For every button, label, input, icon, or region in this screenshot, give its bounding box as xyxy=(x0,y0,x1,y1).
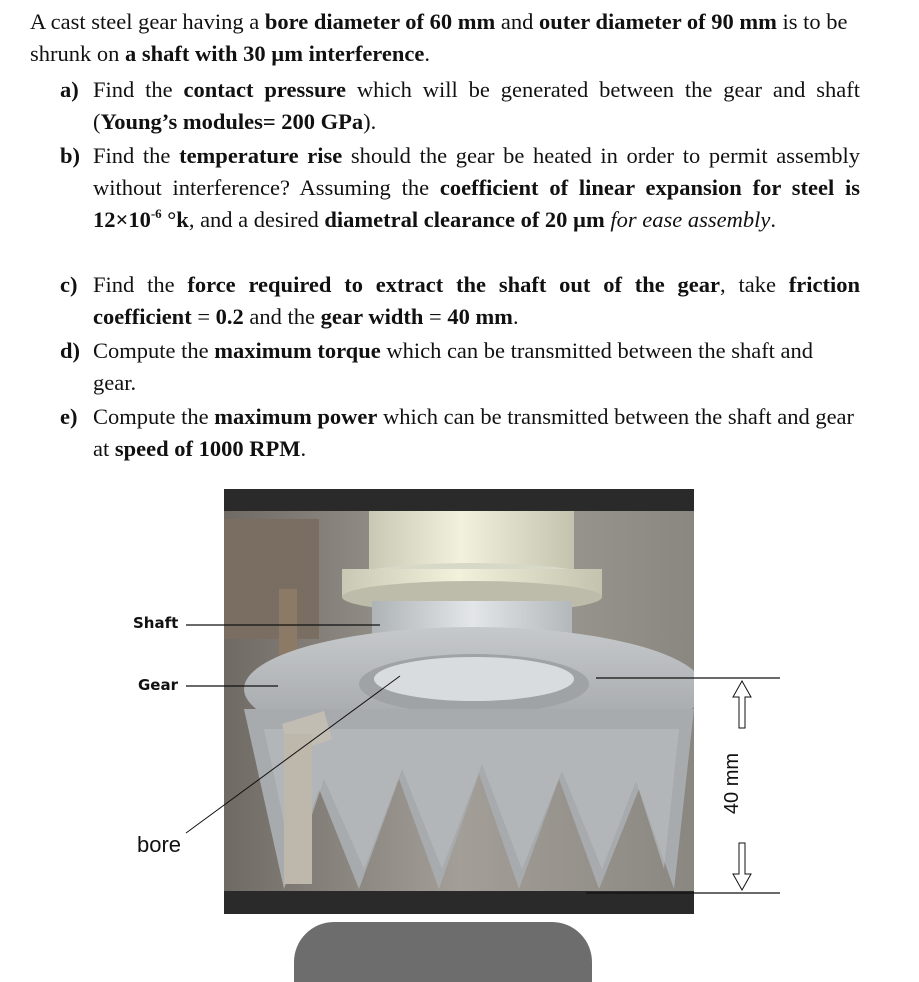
problem-intro xyxy=(30,6,860,70)
intro-text: and xyxy=(495,9,540,34)
gear-label: Gear xyxy=(138,676,179,694)
text-run: which can be transmitted between the shaft and gear. xyxy=(93,338,814,395)
bold-run: coefficient of linear expansion for steel is 12×10 xyxy=(93,175,860,232)
text-run: , take xyxy=(720,272,789,297)
text-run: should the gear be heated in order to permit assembly without interference? Assuming the xyxy=(93,143,860,200)
text-run: Find the xyxy=(93,272,188,297)
bold-run: maximum torque xyxy=(214,338,381,363)
question-letter: b) xyxy=(60,143,81,168)
intro-outer-diameter: outer diameter of 90 mm xyxy=(539,9,777,34)
bottom-overlay-pill xyxy=(294,922,592,982)
intro-text: . xyxy=(424,41,430,66)
text-run: Find the xyxy=(93,143,180,168)
question-b xyxy=(60,140,860,236)
bold-run: force required to extract the shaft out of the gear xyxy=(187,272,721,297)
bold-run: temperature rise xyxy=(179,143,343,168)
bore-label: bore xyxy=(137,832,182,857)
dimension-label: 40 mm xyxy=(721,752,744,815)
question-letter: c) xyxy=(60,272,78,297)
question-text xyxy=(93,74,860,138)
question-text xyxy=(93,401,860,465)
text-run: . xyxy=(300,436,307,461)
bold-run: gear width xyxy=(320,304,424,329)
bold-run: 0.2 xyxy=(215,304,244,329)
question-text xyxy=(93,335,860,399)
question-letter: d) xyxy=(60,338,81,363)
intro-bore-diameter: bore diameter of 60 mm xyxy=(264,9,496,34)
question-text xyxy=(93,140,860,236)
text-run: ). xyxy=(363,109,377,134)
bold-run: diametral clearance of 20 µm xyxy=(324,207,605,232)
intro-text: is to be shrunk on xyxy=(30,9,848,66)
bold-run: maximum power xyxy=(214,404,378,429)
dimension-arrow-down-icon xyxy=(733,843,751,890)
bold-run: 40 mm xyxy=(447,304,513,329)
italic-run: for ease assembly xyxy=(610,207,771,232)
intro-text: A cast steel gear having a xyxy=(30,9,265,34)
text-run: . xyxy=(512,304,519,329)
bold-run: friction coefficient xyxy=(93,272,860,329)
bold-run: °k xyxy=(161,207,189,232)
text-run: and the xyxy=(243,304,321,329)
shaft-label: Shaft xyxy=(133,614,179,632)
bold-run: speed of 1000 RPM xyxy=(114,436,301,461)
text-run: , and a desired xyxy=(188,207,325,232)
question-letter: e) xyxy=(60,404,78,429)
text-run: = xyxy=(191,304,216,329)
gear-shaft-photo xyxy=(224,489,694,914)
question-e xyxy=(60,401,860,465)
text-run: = xyxy=(423,304,448,329)
question-letter: a) xyxy=(60,77,79,102)
text-run: . xyxy=(770,207,776,232)
bold-run: Young’s modules= 200 GPa xyxy=(100,109,364,134)
text-run: Find the xyxy=(93,77,184,102)
text-run: which can be transmitted between the shaft and gear at xyxy=(93,404,855,461)
question-a xyxy=(60,74,860,138)
text-run: which will be generated between the gear and shaft ( xyxy=(93,77,860,134)
question-text xyxy=(93,269,860,333)
dimension-arrow-up-icon xyxy=(733,681,751,728)
question-d xyxy=(60,335,860,399)
question-c xyxy=(60,269,860,333)
gear-photo-illustration xyxy=(224,489,694,914)
text-run: Compute the xyxy=(93,404,215,429)
bold-run: contact pressure xyxy=(183,77,347,102)
text-run: Compute the xyxy=(93,338,215,363)
superscript: -6 xyxy=(150,206,162,221)
intro-interference: a shaft with 30 µm interference xyxy=(125,41,425,66)
